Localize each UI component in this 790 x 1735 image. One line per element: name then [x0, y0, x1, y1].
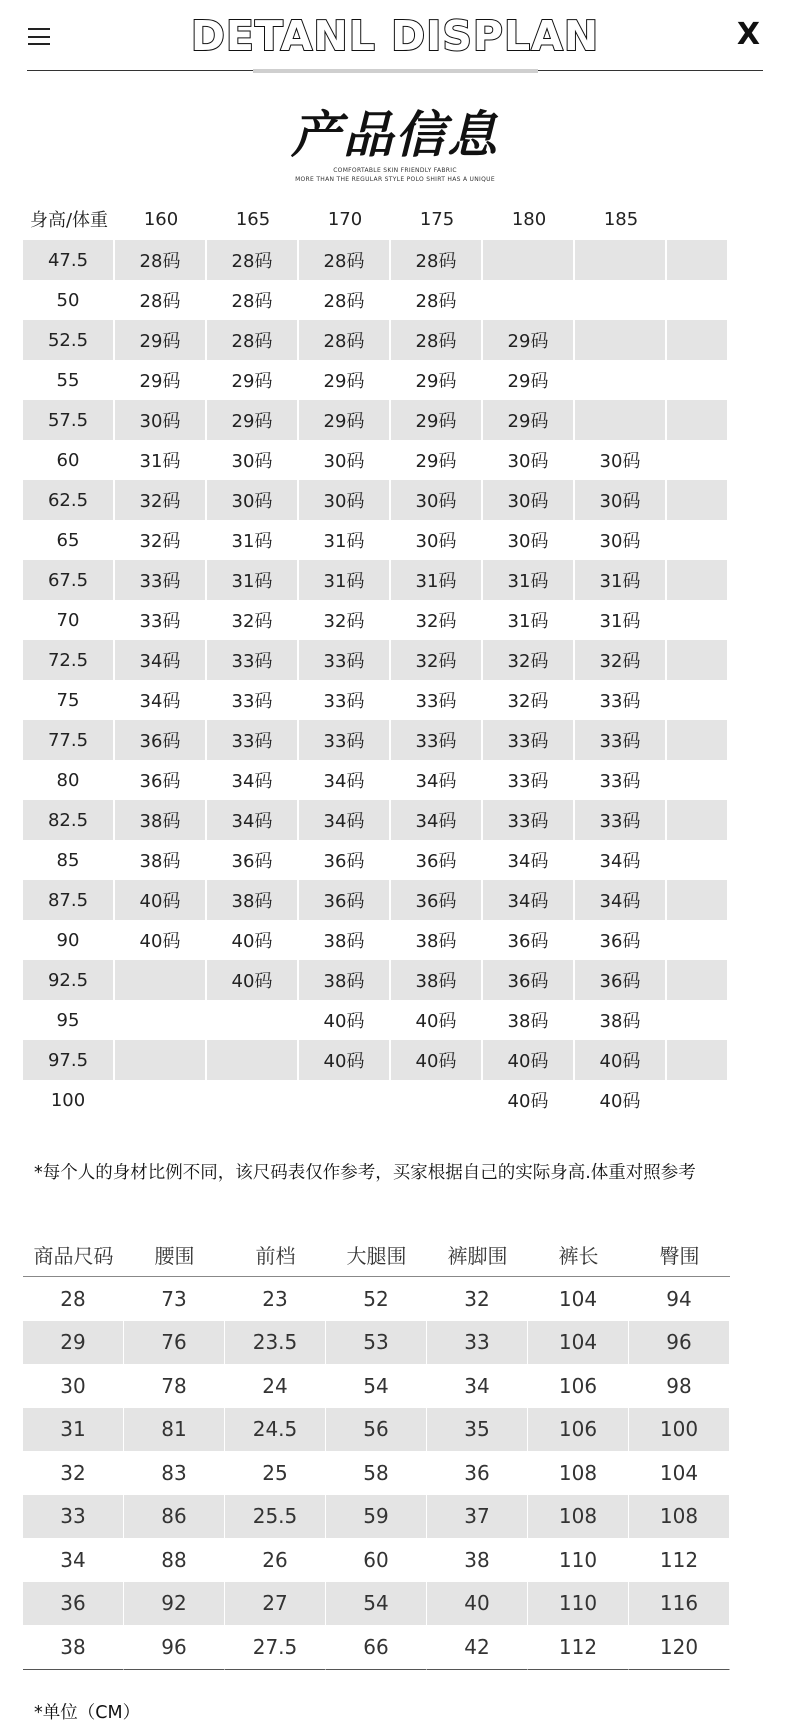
size-cell: 34码 — [207, 760, 299, 800]
measurement-row — [23, 1625, 730, 1670]
empty-cell — [667, 920, 727, 960]
measurement-cell: 58 — [326, 1451, 427, 1495]
weight-cell: 47.5 — [23, 240, 115, 280]
size-cell: 31码 — [575, 560, 667, 600]
size-cell: 36码 — [115, 760, 207, 800]
size-cell: 36码 — [483, 960, 575, 1000]
size-cell: 40码 — [115, 920, 207, 960]
measurement-cell: 23 — [225, 1277, 326, 1321]
size-cell: 30码 — [575, 480, 667, 520]
col-header-front-rise: 前档 — [225, 1232, 326, 1277]
measurement-cell: 32 — [427, 1277, 528, 1321]
size-cell: 32码 — [115, 480, 207, 520]
measurement-cell: 42 — [427, 1625, 528, 1670]
close-icon[interactable]: X — [736, 17, 760, 52]
size-cell: 36码 — [575, 920, 667, 960]
size-cell: 31码 — [207, 520, 299, 560]
size-cell: 32码 — [483, 680, 575, 720]
size-cell: 33码 — [391, 680, 483, 720]
measurement-cell: 54 — [326, 1582, 427, 1626]
measurement-cell: 73 — [124, 1277, 225, 1321]
col-header-thigh: 大腿围 — [326, 1232, 427, 1277]
measurement-cell: 28 — [23, 1277, 124, 1321]
height-header: 180 — [511, 208, 547, 230]
weight-cell: 82.5 — [23, 800, 115, 840]
weight-cell: 57.5 — [23, 400, 115, 440]
size-cell: 38码 — [299, 960, 391, 1000]
size-cell: 36码 — [575, 960, 667, 1000]
size-cell: 34码 — [483, 840, 575, 880]
size-cell: 29码 — [391, 400, 483, 440]
size-cell: 31码 — [483, 600, 575, 640]
empty-cell — [667, 560, 727, 600]
empty-cell — [667, 280, 727, 320]
empty-cell — [667, 840, 727, 880]
measurement-cell: 112 — [629, 1538, 730, 1582]
col-header-leg-opening: 裤脚围 — [427, 1232, 528, 1277]
size-cell: 28码 — [207, 320, 299, 360]
size-cell: 29码 — [299, 360, 391, 400]
size-cell: 28码 — [115, 280, 207, 320]
empty-cell — [667, 640, 727, 680]
size-cell: 30码 — [299, 440, 391, 480]
size-chart-row — [23, 320, 727, 360]
measurement-cell: 25.5 — [225, 1495, 326, 1539]
size-cell: 31码 — [391, 560, 483, 600]
weight-cell: 90 — [23, 920, 115, 960]
size-cell: 33码 — [115, 560, 207, 600]
size-cell: 31码 — [115, 440, 207, 480]
measurement-table — [23, 1232, 730, 1670]
measurement-cell: 104 — [629, 1451, 730, 1495]
weight-cell: 72.5 — [23, 640, 115, 680]
size-chart-row — [23, 240, 727, 280]
measurement-cell: 108 — [629, 1495, 730, 1539]
weight-cell: 65 — [23, 520, 115, 560]
measurement-cell: 86 — [124, 1495, 225, 1539]
size-cell: 29码 — [391, 440, 483, 480]
section-title: 产品信息 — [291, 106, 499, 164]
size-cell — [575, 320, 667, 360]
height-header: 170 — [327, 208, 363, 230]
size-cell: 29码 — [483, 360, 575, 400]
size-chart-row — [23, 600, 727, 640]
measurement-cell: 35 — [427, 1408, 528, 1452]
measurement-cell: 38 — [23, 1625, 124, 1670]
weight-cell: 70 — [23, 600, 115, 640]
weight-cell: 62.5 — [23, 480, 115, 520]
measurement-cell: 108 — [528, 1451, 629, 1495]
measurement-cell: 106 — [528, 1364, 629, 1408]
empty-cell — [667, 880, 727, 920]
measurement-cell: 52 — [326, 1277, 427, 1321]
size-cell — [575, 240, 667, 280]
measurement-cell: 38 — [427, 1538, 528, 1582]
col-header-size: 商品尺码 — [23, 1232, 124, 1277]
measurement-cell: 76 — [124, 1321, 225, 1365]
empty-cell — [667, 960, 727, 1000]
weight-cell: 67.5 — [23, 560, 115, 600]
size-cell: 28码 — [391, 320, 483, 360]
size-cell: 34码 — [483, 880, 575, 920]
size-cell: 32码 — [207, 600, 299, 640]
size-chart-row — [23, 960, 727, 1000]
weight-cell: 52.5 — [23, 320, 115, 360]
measurement-cell: 33 — [427, 1321, 528, 1365]
weight-cell: 80 — [23, 760, 115, 800]
size-cell: 34码 — [115, 680, 207, 720]
size-cell — [115, 1080, 207, 1120]
empty-cell — [667, 360, 727, 400]
measurement-cell: 60 — [326, 1538, 427, 1582]
measurement-cell: 36 — [427, 1451, 528, 1495]
empty-cell — [667, 680, 727, 720]
size-cell: 34码 — [575, 880, 667, 920]
weight-cell: 60 — [23, 440, 115, 480]
measurement-cell: 94 — [629, 1277, 730, 1321]
size-cell: 40码 — [299, 1040, 391, 1080]
size-chart-row — [23, 1040, 727, 1080]
size-cell: 32码 — [391, 640, 483, 680]
size-chart-row — [23, 880, 727, 920]
measurement-cell: 98 — [629, 1364, 730, 1408]
size-chart-row — [23, 360, 727, 400]
measurement-cell: 106 — [528, 1408, 629, 1452]
size-cell: 33码 — [483, 720, 575, 760]
size-cell: 30码 — [483, 480, 575, 520]
height-header: 185 — [603, 208, 639, 230]
measurement-cell: 83 — [124, 1451, 225, 1495]
size-cell: 38码 — [483, 1000, 575, 1040]
measurement-cell: 100 — [629, 1408, 730, 1452]
size-cell: 30码 — [483, 520, 575, 560]
size-chart-row — [23, 480, 727, 520]
height-header: 175 — [419, 208, 455, 230]
size-cell: 30码 — [391, 520, 483, 560]
weight-cell: 92.5 — [23, 960, 115, 1000]
weight-cell: 95 — [23, 1000, 115, 1040]
size-cell: 31码 — [299, 560, 391, 600]
weight-cell: 85 — [23, 840, 115, 880]
size-cell: 38码 — [207, 880, 299, 920]
size-cell: 33码 — [299, 720, 391, 760]
measurement-row — [23, 1538, 730, 1582]
size-cell: 30码 — [575, 520, 667, 560]
measurement-row — [23, 1321, 730, 1365]
size-chart-row — [23, 560, 727, 600]
measurement-cell: 40 — [427, 1582, 528, 1626]
measurement-cell: 26 — [225, 1538, 326, 1582]
size-chart-row — [23, 520, 727, 560]
measurement-cell: 96 — [124, 1625, 225, 1670]
measurement-cell: 30 — [23, 1364, 124, 1408]
size-cell: 34码 — [299, 760, 391, 800]
measurement-cell: 37 — [427, 1495, 528, 1539]
weight-cell: 75 — [23, 680, 115, 720]
size-cell: 33码 — [575, 680, 667, 720]
size-cell: 28码 — [299, 240, 391, 280]
measurement-cell: 23.5 — [225, 1321, 326, 1365]
size-cell: 40码 — [483, 1040, 575, 1080]
size-chart-row — [23, 440, 727, 480]
size-cell: 33码 — [207, 720, 299, 760]
size-cell: 29码 — [483, 320, 575, 360]
size-cell — [391, 1080, 483, 1120]
size-cell: 29码 — [115, 360, 207, 400]
size-cell: 28码 — [299, 320, 391, 360]
size-cell — [575, 360, 667, 400]
weight-cell: 77.5 — [23, 720, 115, 760]
measurement-cell: 96 — [629, 1321, 730, 1365]
size-cell — [575, 280, 667, 320]
measurement-cell: 27.5 — [225, 1625, 326, 1670]
size-cell: 33码 — [299, 680, 391, 720]
size-chart-table — [23, 198, 727, 1120]
weight-cell: 55 — [23, 360, 115, 400]
empty-header — [667, 198, 727, 240]
section-subtitle-line1: COMFORTABLE SKIN FRIENDLY FABRIC — [333, 167, 457, 174]
size-cell: 29码 — [483, 400, 575, 440]
measurement-cell: 24.5 — [225, 1408, 326, 1452]
measurement-cell: 110 — [528, 1538, 629, 1582]
col-header-hip: 臀围 — [629, 1232, 730, 1277]
measurement-row — [23, 1451, 730, 1495]
size-cell — [483, 280, 575, 320]
measurement-cell: 120 — [629, 1625, 730, 1670]
measurement-cell: 32 — [23, 1451, 124, 1495]
size-cell: 34码 — [391, 800, 483, 840]
size-chart-header-row — [23, 198, 727, 240]
measurement-cell: 34 — [427, 1364, 528, 1408]
size-cell: 28码 — [391, 240, 483, 280]
measurement-cell: 104 — [528, 1321, 629, 1365]
empty-cell — [667, 720, 727, 760]
empty-cell — [667, 760, 727, 800]
size-cell: 38码 — [575, 1000, 667, 1040]
size-cell: 28码 — [299, 280, 391, 320]
col-header-waist: 腰围 — [124, 1232, 225, 1277]
size-chart-row — [23, 680, 727, 720]
size-chart-row — [23, 1080, 727, 1120]
size-cell: 36码 — [391, 880, 483, 920]
measurement-row — [23, 1364, 730, 1408]
measurement-cell: 92 — [124, 1582, 225, 1626]
size-cell: 36码 — [391, 840, 483, 880]
size-cell: 36码 — [483, 920, 575, 960]
measurement-row — [23, 1277, 730, 1321]
size-cell: 38码 — [299, 920, 391, 960]
size-cell — [115, 1000, 207, 1040]
size-cell: 30码 — [299, 480, 391, 520]
size-cell — [207, 1000, 299, 1040]
height-header: 160 — [143, 208, 179, 230]
measurement-cell: 29 — [23, 1321, 124, 1365]
measurement-cell: 54 — [326, 1364, 427, 1408]
measurement-row — [23, 1495, 730, 1539]
weight-cell: 50 — [23, 280, 115, 320]
size-cell: 28码 — [207, 280, 299, 320]
size-cell: 28码 — [115, 240, 207, 280]
size-cell: 33码 — [575, 720, 667, 760]
size-cell: 33码 — [391, 720, 483, 760]
size-cell: 29码 — [207, 360, 299, 400]
size-cell: 28码 — [391, 280, 483, 320]
size-cell: 36码 — [207, 840, 299, 880]
size-cell: 30码 — [575, 440, 667, 480]
size-cell: 33码 — [575, 800, 667, 840]
size-cell: 28码 — [207, 240, 299, 280]
measurement-header-row — [23, 1232, 730, 1277]
weight-cell: 97.5 — [23, 1040, 115, 1080]
measurement-cell: 66 — [326, 1625, 427, 1670]
size-cell: 38码 — [391, 920, 483, 960]
size-chart-row — [23, 640, 727, 680]
size-cell: 40码 — [115, 880, 207, 920]
measurement-cell: 88 — [124, 1538, 225, 1582]
weight-cell: 100 — [23, 1080, 115, 1120]
size-cell: 30码 — [115, 400, 207, 440]
top-bar — [0, 0, 790, 78]
empty-cell — [667, 800, 727, 840]
empty-cell — [667, 240, 727, 280]
corner-label: 身高/体重 — [29, 210, 109, 231]
size-note: *每个人的身材比例不同，该尺码表仅作参考，买家根据自己的实际身高.体重对照参考 — [34, 1163, 696, 1183]
measurement-cell: 108 — [528, 1495, 629, 1539]
size-cell: 33码 — [483, 800, 575, 840]
section-subtitle-line2: MORE THAN THE REGULAR STYLE POLO SHIRT HAS A UNIQUE — [295, 176, 495, 183]
size-cell: 32码 — [483, 640, 575, 680]
size-cell: 32码 — [391, 600, 483, 640]
empty-cell — [667, 320, 727, 360]
size-cell: 40码 — [575, 1080, 667, 1120]
header-divider-highlight — [253, 69, 538, 73]
size-chart-row — [23, 720, 727, 760]
size-cell: 38码 — [391, 960, 483, 1000]
size-cell — [575, 400, 667, 440]
size-chart-row — [23, 280, 727, 320]
size-cell: 31码 — [299, 520, 391, 560]
size-cell: 34码 — [299, 800, 391, 840]
measurement-cell: 53 — [326, 1321, 427, 1365]
empty-cell — [667, 400, 727, 440]
measurement-cell: 110 — [528, 1582, 629, 1626]
measurement-cell: 104 — [528, 1277, 629, 1321]
size-cell: 29码 — [115, 320, 207, 360]
size-cell: 40码 — [575, 1040, 667, 1080]
height-header: 165 — [235, 208, 271, 230]
size-cell: 29码 — [391, 360, 483, 400]
size-cell: 34码 — [115, 640, 207, 680]
measurement-cell: 56 — [326, 1408, 427, 1452]
measurement-row — [23, 1408, 730, 1452]
size-cell: 34码 — [207, 800, 299, 840]
size-cell: 30码 — [207, 480, 299, 520]
size-cell: 33码 — [483, 760, 575, 800]
weight-cell: 87.5 — [23, 880, 115, 920]
size-cell: 31码 — [575, 600, 667, 640]
measurement-cell: 34 — [23, 1538, 124, 1582]
size-cell — [115, 960, 207, 1000]
size-cell: 38码 — [115, 840, 207, 880]
measurement-cell: 25 — [225, 1451, 326, 1495]
size-cell: 30码 — [483, 440, 575, 480]
measurement-cell: 116 — [629, 1582, 730, 1626]
measurement-cell: 27 — [225, 1582, 326, 1626]
size-cell: 40码 — [207, 920, 299, 960]
measurement-cell: 24 — [225, 1364, 326, 1408]
size-cell: 33码 — [115, 600, 207, 640]
empty-cell — [667, 520, 727, 560]
size-cell: 33码 — [575, 760, 667, 800]
measurement-cell: 59 — [326, 1495, 427, 1539]
empty-cell — [667, 440, 727, 480]
empty-cell — [667, 1040, 727, 1080]
size-cell: 32码 — [299, 600, 391, 640]
size-cell: 40码 — [299, 1000, 391, 1040]
size-cell: 31码 — [207, 560, 299, 600]
size-cell: 29码 — [299, 400, 391, 440]
size-cell — [483, 240, 575, 280]
size-cell: 40码 — [483, 1080, 575, 1120]
size-cell: 32码 — [575, 640, 667, 680]
size-cell — [299, 1080, 391, 1120]
size-chart-row — [23, 760, 727, 800]
size-cell: 31码 — [483, 560, 575, 600]
size-chart-row — [23, 800, 727, 840]
measurement-cell: 81 — [124, 1408, 225, 1452]
size-cell: 40码 — [207, 960, 299, 1000]
empty-cell — [667, 600, 727, 640]
size-cell: 33码 — [207, 680, 299, 720]
unit-note: *单位（CM） — [34, 1703, 141, 1723]
size-cell: 29码 — [207, 400, 299, 440]
size-cell: 40码 — [391, 1040, 483, 1080]
empty-cell — [667, 480, 727, 520]
measurement-cell: 31 — [23, 1408, 124, 1452]
size-chart-row — [23, 1000, 727, 1040]
empty-cell — [667, 1080, 727, 1120]
measurement-cell: 33 — [23, 1495, 124, 1539]
size-cell: 32码 — [115, 520, 207, 560]
size-cell: 34码 — [575, 840, 667, 880]
size-chart-row — [23, 840, 727, 880]
measurement-cell: 78 — [124, 1364, 225, 1408]
size-cell: 36码 — [299, 880, 391, 920]
size-cell — [207, 1040, 299, 1080]
measurement-cell: 36 — [23, 1582, 124, 1626]
size-cell: 36码 — [299, 840, 391, 880]
size-cell — [207, 1080, 299, 1120]
col-header-length: 裤长 — [528, 1232, 629, 1277]
size-chart-row — [23, 920, 727, 960]
empty-cell — [667, 1000, 727, 1040]
size-cell: 33码 — [207, 640, 299, 680]
measurement-row — [23, 1582, 730, 1626]
size-cell: 36码 — [115, 720, 207, 760]
size-chart-row — [23, 400, 727, 440]
size-cell: 38码 — [115, 800, 207, 840]
measurement-cell: 112 — [528, 1625, 629, 1670]
size-cell: 40码 — [391, 1000, 483, 1040]
page-title: DETANL DISPLAN — [190, 12, 600, 60]
size-cell: 34码 — [391, 760, 483, 800]
size-cell: 30码 — [207, 440, 299, 480]
size-cell: 30码 — [391, 480, 483, 520]
size-cell: 33码 — [299, 640, 391, 680]
size-cell — [115, 1040, 207, 1080]
